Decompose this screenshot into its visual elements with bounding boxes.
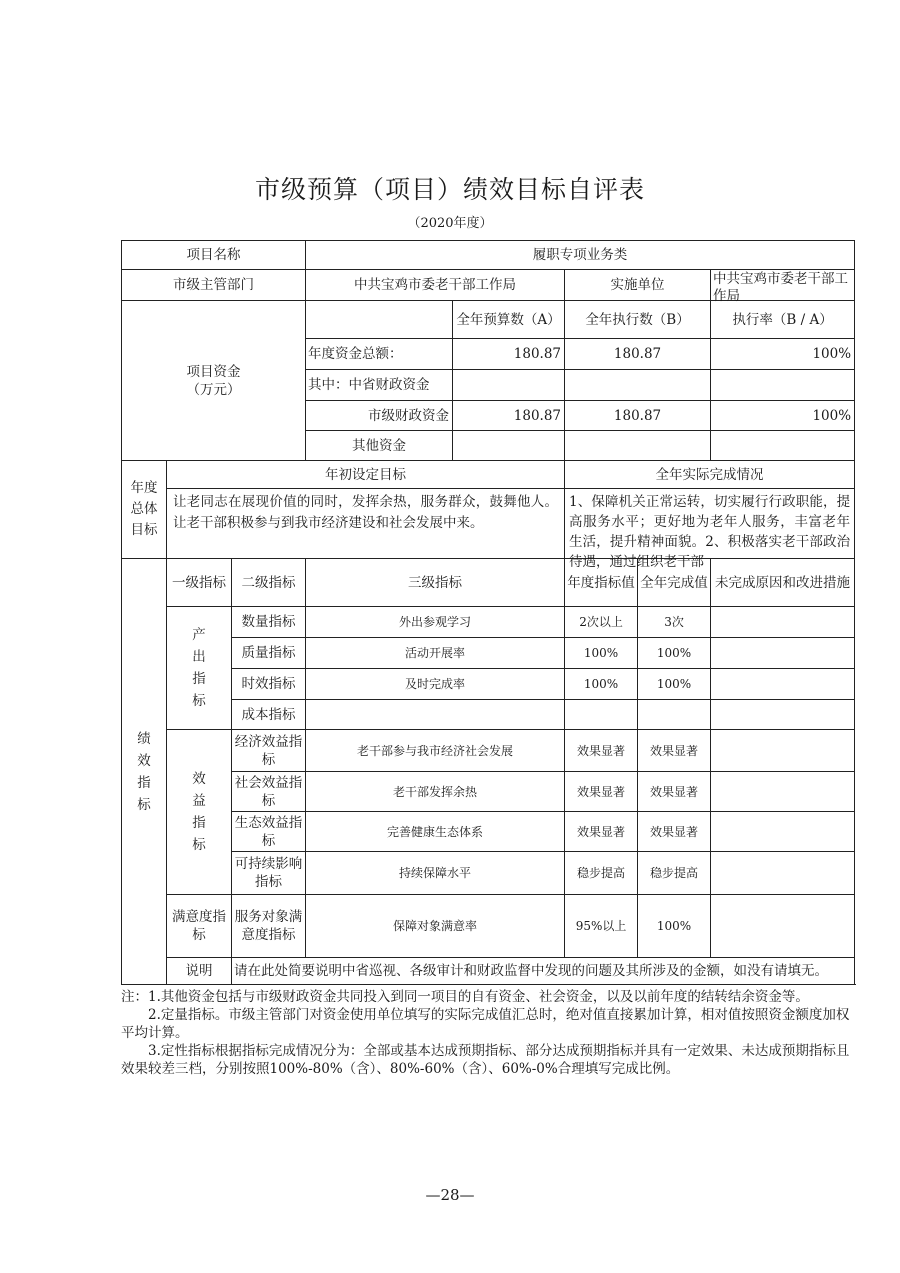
ind-reason bbox=[711, 700, 855, 730]
ind-level1-output: 产出指标 bbox=[167, 607, 232, 730]
ind-level3: 保障对象满意率 bbox=[306, 895, 565, 958]
ind-level2: 时效指标 bbox=[232, 669, 306, 700]
ind-reason bbox=[711, 638, 855, 669]
goals-target-header: 年初设定目标 bbox=[167, 461, 565, 489]
funds-executed bbox=[565, 370, 711, 401]
funds-row-label: 市级财政资金 bbox=[306, 401, 453, 431]
ind-target: 效果显著 bbox=[565, 772, 638, 812]
ind-level2: 可持续影响指标 bbox=[232, 852, 306, 895]
ind-level3: 老干部发挥余热 bbox=[306, 772, 565, 812]
ind-actual: 效果显著 bbox=[638, 772, 711, 812]
funds-budget bbox=[453, 431, 565, 461]
ind-level3: 及时完成率 bbox=[306, 669, 565, 700]
ind-level2: 社会效益指标 bbox=[232, 772, 306, 812]
ind-target: 2次以上 bbox=[565, 607, 638, 638]
ind-actual: 效果显著 bbox=[638, 730, 711, 772]
funds-label-line2: （万元） bbox=[186, 381, 241, 398]
ind-actual: 效果显著 bbox=[638, 812, 711, 852]
ind-target: 效果显著 bbox=[565, 730, 638, 772]
ind-target: 100% bbox=[565, 638, 638, 669]
ind-target: 100% bbox=[565, 669, 638, 700]
ind-reason bbox=[711, 895, 855, 958]
notes bbox=[121, 988, 861, 1078]
note-2: 2.定量指标。市级主管部门对资金使用单位填写的实际完成值汇总时，绝对值直接累加计算，相对值按照资金额度加权平均计算。 bbox=[121, 1007, 850, 1041]
funds-header-rate: 执行率（B / A） bbox=[711, 301, 855, 339]
ind-level3: 老干部参与我市经济社会发展 bbox=[306, 730, 565, 772]
funds-rate bbox=[711, 431, 855, 461]
ind-reason bbox=[711, 730, 855, 772]
ind-reason bbox=[711, 812, 855, 852]
funds-budget bbox=[453, 370, 565, 401]
ind-level3 bbox=[306, 700, 565, 730]
ind-level2: 服务对象满意度指标 bbox=[232, 895, 306, 958]
dept-label: 市级主管部门 bbox=[122, 270, 306, 301]
ind-level2: 生态效益指标 bbox=[232, 812, 306, 852]
indicators-label: 绩效指标 bbox=[122, 559, 167, 985]
goals-target-text: 让老同志在展现价值的同时，发挥余热，服务群众，鼓舞他人。让老干部积极参与到我市经济建设和社会发展中来。 bbox=[173, 494, 559, 531]
ind-header-reason: 未完成原因和改进措施 bbox=[711, 559, 855, 607]
page-title: 市级预算（项目）绩效目标自评表 bbox=[254, 175, 645, 204]
funds-label bbox=[122, 301, 306, 461]
funds-rate: 100% bbox=[711, 339, 855, 370]
ind-header-target: 年度指标值 bbox=[565, 559, 638, 607]
ind-reason bbox=[711, 607, 855, 638]
ind-reason bbox=[711, 669, 855, 700]
ind-header-level1: 一级指标 bbox=[167, 559, 232, 607]
funds-row-label: 其中：中省财政资金 bbox=[306, 370, 453, 401]
goals-actual-header: 全年实际完成情况 bbox=[565, 461, 855, 489]
funds-budget: 180.87 bbox=[453, 339, 565, 370]
remark-text: 请在此处简要说明中省巡视、各级审计和财政监督中发现的问题及其所涉及的金额，如没有请填无。 bbox=[232, 958, 855, 985]
note-1: 注：1.其他资金包括与市级财政资金共同投入到同一项目的自有资金、社会资金，以及以前年度的结转结余资金等。 bbox=[121, 989, 809, 1005]
ind-level3: 完善健康生态体系 bbox=[306, 812, 565, 852]
project-name-value: 履职专项业务类 bbox=[306, 241, 855, 270]
ind-header-level2: 二级指标 bbox=[232, 559, 306, 607]
ind-actual: 3次 bbox=[638, 607, 711, 638]
remark-label: 说明 bbox=[167, 958, 232, 985]
impl-label: 实施单位 bbox=[565, 270, 711, 301]
goals-actual-text: 1、保障机关正常运转，切实履行行政职能，提高服务水平；更好地为老年人服务，丰富老年生活，提升精神面貌。2、积极落实老干部政治待遇，通过组织老干部 bbox=[569, 494, 851, 570]
ind-level2: 成本指标 bbox=[232, 700, 306, 730]
goals-label: 年度总体目标 bbox=[122, 461, 167, 559]
ind-actual: 稳步提高 bbox=[638, 852, 711, 895]
impl-value: 中共宝鸡市委老干部工作局 bbox=[713, 270, 849, 304]
funds-row-label: 年度资金总额： bbox=[306, 339, 453, 370]
ind-level2: 质量指标 bbox=[232, 638, 306, 669]
funds-rate bbox=[711, 370, 855, 401]
funds-label-line1: 项目资金 bbox=[186, 363, 241, 380]
ind-target: 稳步提高 bbox=[565, 852, 638, 895]
ind-level1-benefit: 效益指标 bbox=[167, 730, 232, 895]
funds-executed: 180.87 bbox=[565, 339, 711, 370]
ind-actual: 100% bbox=[638, 638, 711, 669]
funds-executed: 180.87 bbox=[565, 401, 711, 431]
note-3: 3.定性指标根据指标完成情况分为：全部或基本达成预期指标、部分达成预期指标并具有一定效果、未达成预期指标且效果较差三档，分别按照100%-80%（含）、80%-60%（含）、60%-0%合理填写完成比例。 bbox=[121, 1043, 850, 1077]
ind-level3: 活动开展率 bbox=[306, 638, 565, 669]
dept-value: 中共宝鸡市委老干部工作局 bbox=[306, 270, 565, 301]
ind-actual bbox=[638, 700, 711, 730]
ind-header-level3: 三级指标 bbox=[306, 559, 565, 607]
ind-reason bbox=[711, 772, 855, 812]
ind-level1-satisfaction: 满意度指标 bbox=[167, 895, 232, 958]
funds-executed bbox=[565, 431, 711, 461]
ind-level2: 经济效益指标 bbox=[232, 730, 306, 772]
ind-target: 效果显著 bbox=[565, 812, 638, 852]
ind-header-actual: 全年完成值 bbox=[638, 559, 711, 607]
ind-target: 95%以上 bbox=[565, 895, 638, 958]
ind-level3: 持续保障水平 bbox=[306, 852, 565, 895]
ind-actual: 100% bbox=[638, 895, 711, 958]
ind-target bbox=[565, 700, 638, 730]
funds-rate: 100% bbox=[711, 401, 855, 431]
funds-row-label: 其他资金 bbox=[306, 431, 453, 461]
funds-header-budget: 全年预算数（A） bbox=[453, 301, 565, 339]
page-subtitle: （2020年度） bbox=[407, 216, 493, 231]
funds-header-executed: 全年执行数（B） bbox=[565, 301, 711, 339]
project-name-label: 项目名称 bbox=[122, 241, 306, 270]
funds-header-blank bbox=[306, 301, 453, 339]
ind-level2: 数量指标 bbox=[232, 607, 306, 638]
page-number: —28— bbox=[425, 1186, 475, 1204]
performance-table bbox=[121, 240, 855, 985]
funds-budget: 180.87 bbox=[453, 401, 565, 431]
ind-reason bbox=[711, 852, 855, 895]
ind-level3: 外出参观学习 bbox=[306, 607, 565, 638]
ind-actual: 100% bbox=[638, 669, 711, 700]
